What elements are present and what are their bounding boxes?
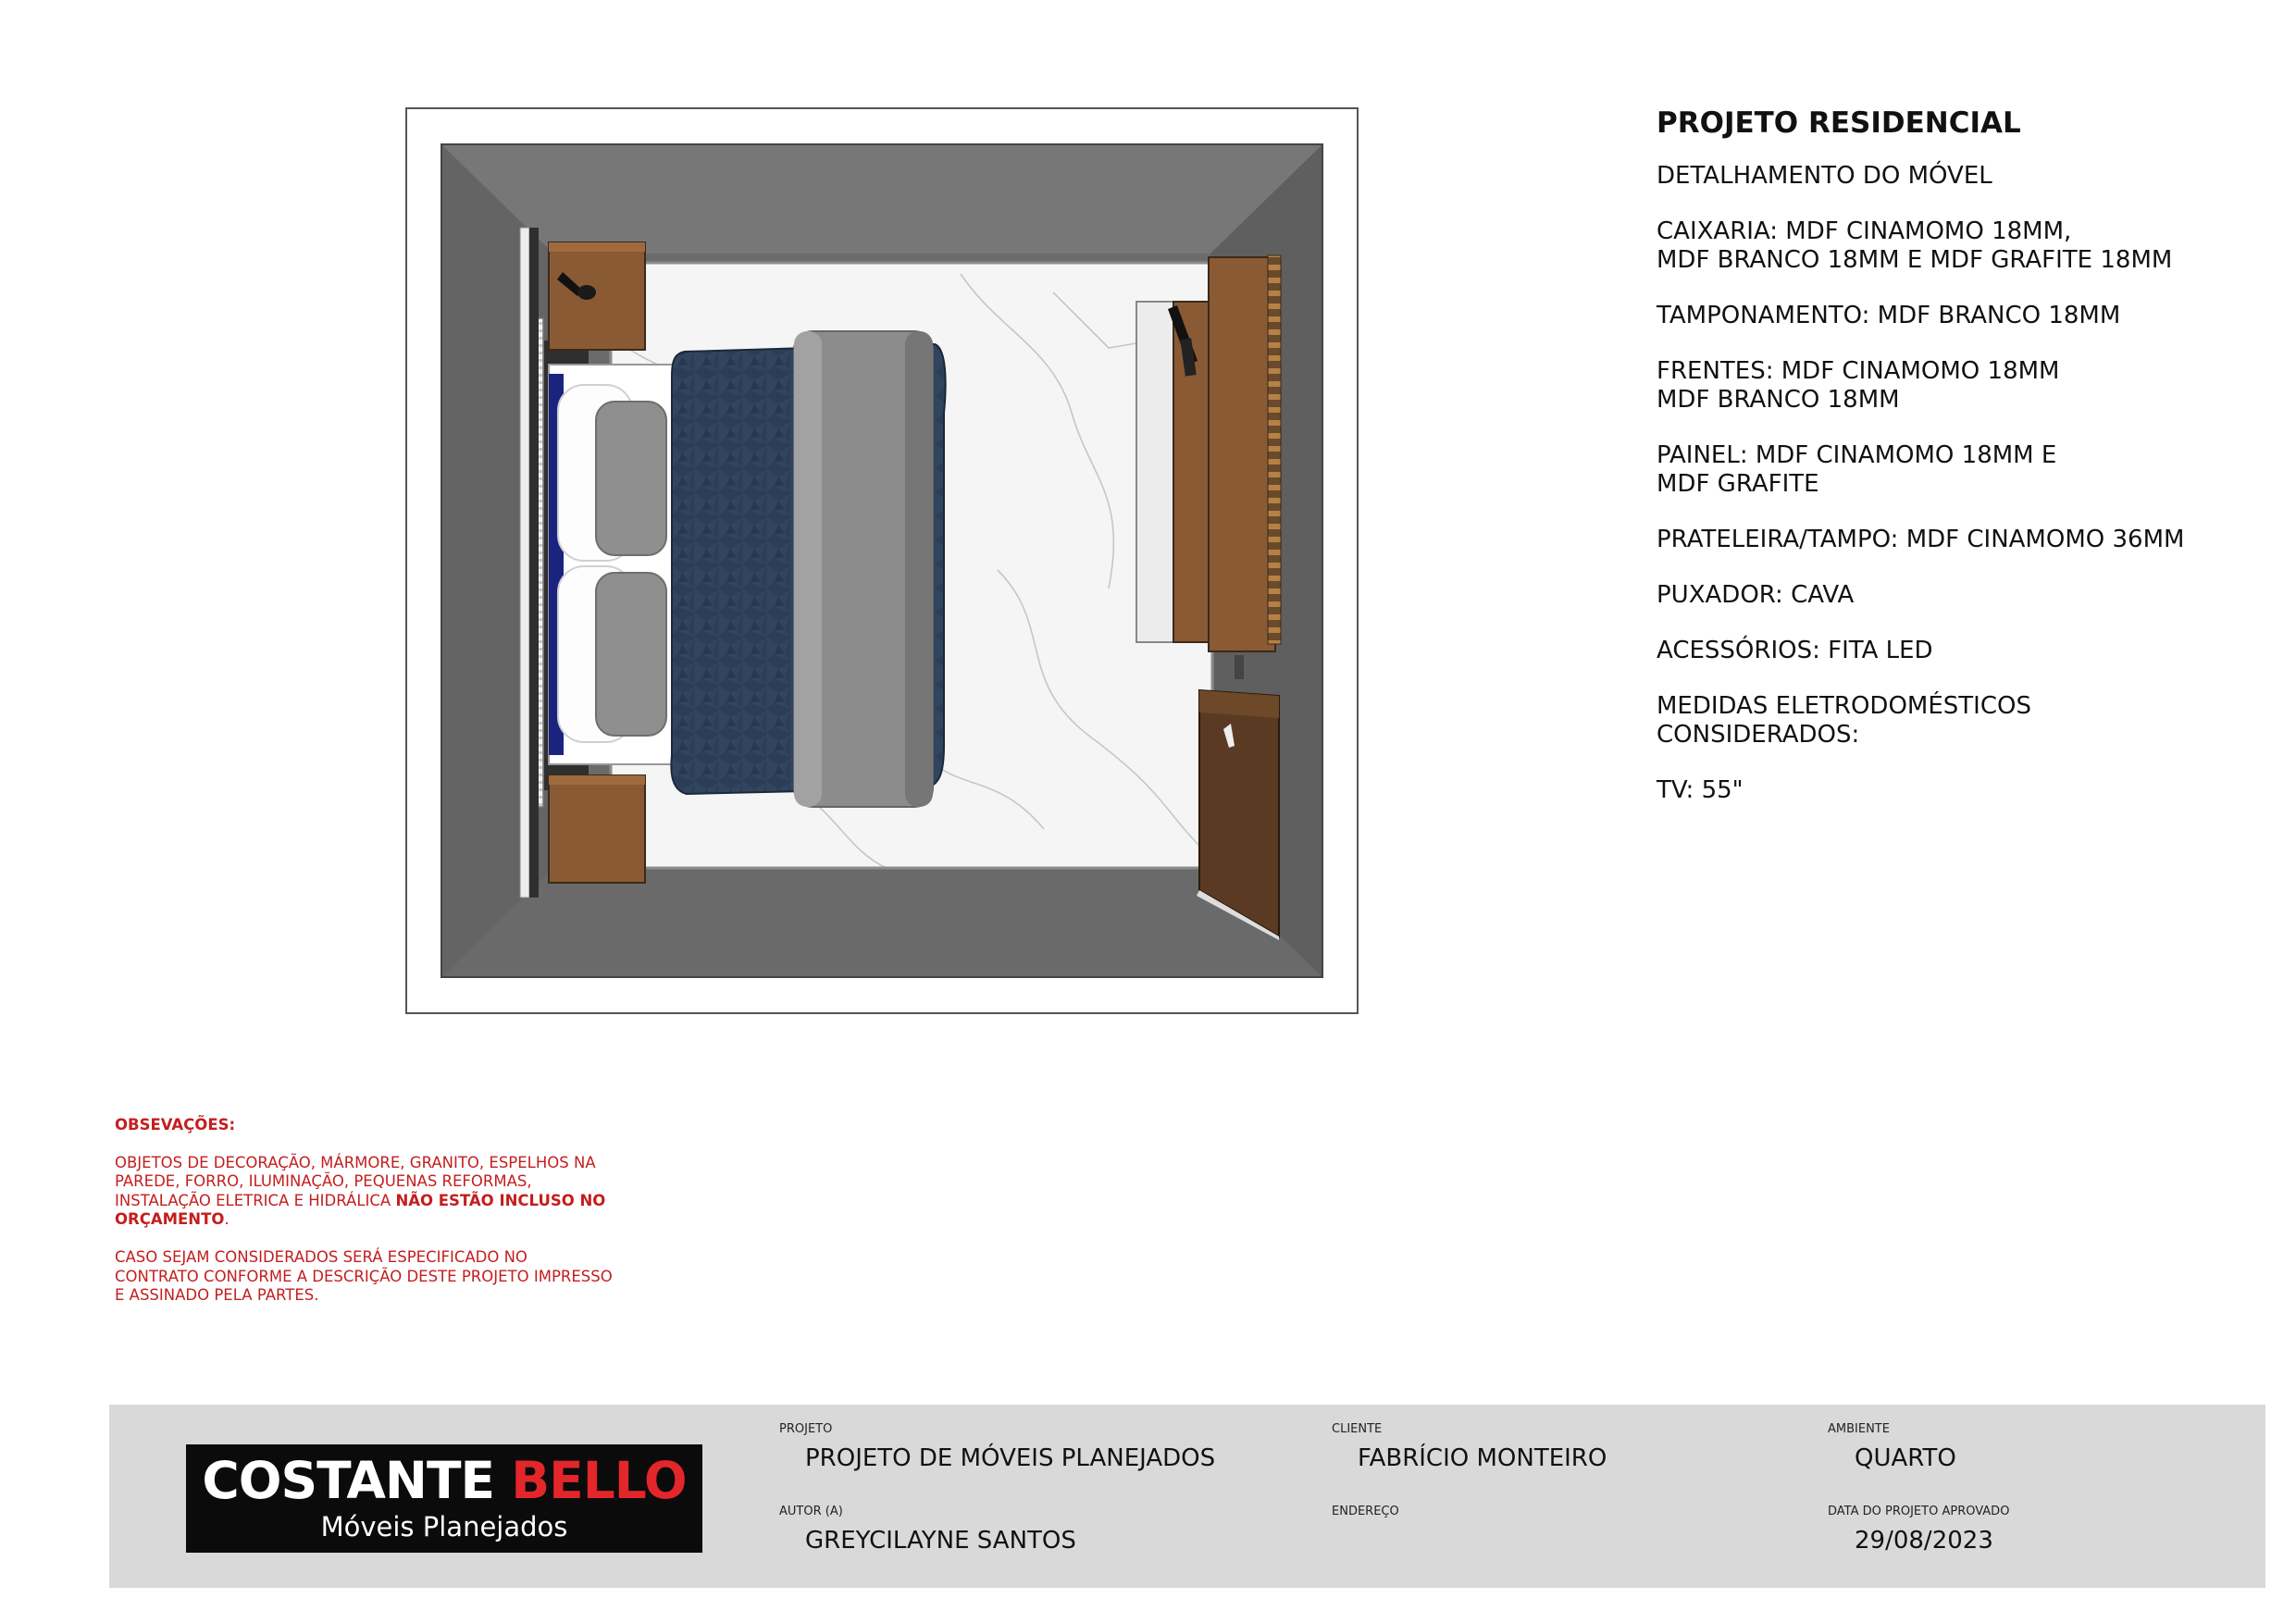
- notes-line: CONTRATO CONFORME A DESCRIÇÃO DESTE PROJETO IMPRESSO: [115, 1267, 613, 1285]
- logo-wordmark: [186, 1451, 702, 1510]
- logo-word-costante: COSTANTE: [202, 1451, 512, 1510]
- data-label: DATA DO PROJETO APROVADO: [1828, 1505, 2010, 1518]
- notes-line: PAREDE, FORRO, ILUMINAÇÃO, PEQUENAS REFORMAS,: [115, 1172, 532, 1191]
- notes-emphasis: NÃO ESTÃO INCLUSO NO: [395, 1191, 606, 1209]
- spec-title: PROJETO RESIDENCIAL: [1657, 106, 2021, 140]
- notes-line: CASO SEJAM CONSIDERADOS SERÁ ESPECIFICADO NO: [115, 1247, 527, 1266]
- notes-block: [115, 1116, 670, 1306]
- notes-line: E ASSINADO PELA PARTES.: [115, 1286, 319, 1305]
- logo-tagline: Móveis Planejados: [320, 1511, 568, 1542]
- spec-line: TV: 55": [1657, 776, 1744, 804]
- spec-line: PUXADOR: CAVA: [1657, 581, 1855, 609]
- spec-line: MEDIDAS ELETRODOMÉSTICOS: [1657, 692, 2031, 720]
- spec-line: PRATELEIRA/TAMPO: MDF CINAMOMO 36MM: [1657, 526, 2185, 553]
- projeto-label: PROJETO: [779, 1422, 833, 1436]
- cliente-label: CLIENTE: [1332, 1422, 1383, 1436]
- autor-label: AUTOR (A): [779, 1505, 843, 1518]
- spec-block: [1657, 106, 2267, 805]
- spec-line: MDF BRANCO 18MM: [1657, 386, 1900, 414]
- logo-word-bello: BELLO: [511, 1451, 687, 1510]
- spec-line: CAIXARIA: MDF CINAMOMO 18MM,: [1657, 217, 2072, 245]
- notes-text: INSTALAÇÃO ELETRICA E HIDRÁLICA: [115, 1191, 396, 1209]
- cliente-value: FABRÍCIO MONTEIRO: [1358, 1444, 1607, 1472]
- data-value: 29/08/2023: [1855, 1527, 1993, 1555]
- spec-line: PAINEL: MDF CINAMOMO 18MM E: [1657, 441, 2057, 469]
- spec-line: CONSIDERADOS:: [1657, 721, 1860, 749]
- spec-line: ACESSÓRIOS: FITA LED: [1657, 637, 1933, 664]
- projeto-value: PROJETO DE MÓVEIS PLANEJADOS: [805, 1444, 1216, 1472]
- endereco-label: ENDEREÇO: [1332, 1505, 1399, 1518]
- notes-emphasis: ORÇAMENTO: [115, 1210, 225, 1229]
- spec-line: MDF GRAFITE: [1657, 470, 1819, 498]
- notes-line: [115, 1192, 670, 1211]
- spec-line: MDF BRANCO 18MM E MDF GRAFITE 18MM: [1657, 246, 2173, 274]
- notes-line: [115, 1210, 670, 1230]
- notes-text: .: [224, 1210, 230, 1229]
- notes-line: OBJETOS DE DECORAÇÃO, MÁRMORE, GRANITO, ESPELHOS NA: [115, 1153, 596, 1171]
- title-block: [109, 1405, 2265, 1588]
- autor-value: GREYCILAYNE SANTOS: [805, 1527, 1076, 1555]
- ambiente-value: QUARTO: [1855, 1444, 1956, 1472]
- spec-line: TAMPONAMENTO: MDF BRANCO 18MM: [1657, 302, 2121, 329]
- spec-line: DETALHAMENTO DO MÓVEL: [1657, 162, 1992, 190]
- floor-plan-render: [405, 107, 1359, 1014]
- ambiente-label: AMBIENTE: [1828, 1422, 1890, 1436]
- brand-logo: [186, 1444, 702, 1553]
- notes-heading: OBSEVAÇÕES:: [115, 1116, 236, 1134]
- spec-line: FRENTES: MDF CINAMOMO 18MM: [1657, 357, 2060, 385]
